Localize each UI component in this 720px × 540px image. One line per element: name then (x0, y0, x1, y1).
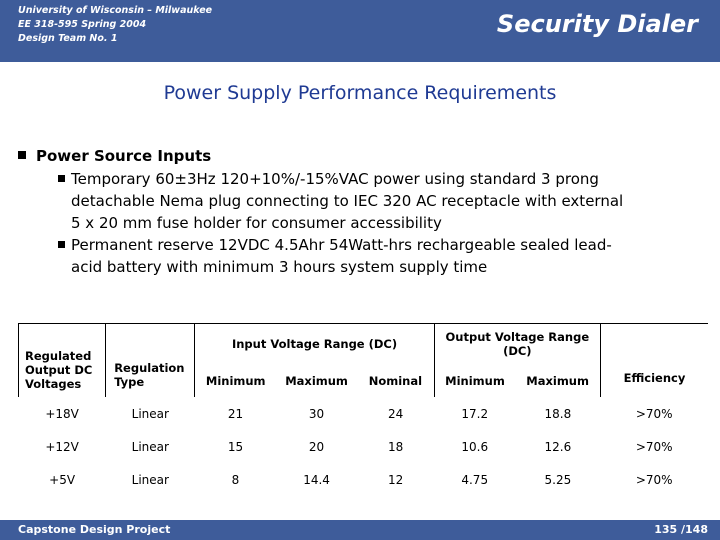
main-bullet-text: Power Source Inputs (36, 147, 212, 165)
sub-bullet-continuation: detachable Nema plug connecting to IEC 320 AC receptacle with external (71, 192, 624, 210)
university-name: University of Wisconsin – Milwaukee (18, 5, 213, 16)
project-title: Security Dialer (496, 10, 698, 38)
cell-input-max: 20 (308, 439, 325, 454)
table-row (19, 463, 709, 496)
cell-efficiency: >70% (635, 472, 673, 487)
footer-project-label: Capstone Design Project (18, 523, 171, 536)
table-row (19, 430, 709, 463)
cell-output-max: 18.8 (544, 406, 572, 421)
header-input-max: Maximum (285, 373, 348, 388)
sub-bullet-text: Permanent reserve 12VDC 4.5Ahr 54Watt-hrs rechargeable sealed lead- (71, 236, 612, 254)
footer-bar (0, 520, 720, 540)
cell-output-min: 10.6 (461, 439, 489, 454)
header-efficiency (600, 324, 708, 398)
header-efficiency-text: Efficiency (623, 370, 686, 385)
course-code: EE 318-595 Spring 2004 (18, 19, 147, 30)
page-number: 135 /148 (654, 523, 708, 536)
sub-bullet-text: Temporary 60±3Hz 120+10%/-15%VAC power using standard 3 prong (71, 170, 599, 188)
cell-output-min: 4.75 (461, 472, 489, 487)
header-output-max: Maximum (526, 373, 589, 388)
cell-regulation: Linear (131, 406, 169, 421)
cell-output-max: 5.25 (544, 472, 572, 487)
cell-output-min: 17.2 (461, 406, 489, 421)
cell-voltage: +18V (45, 406, 79, 421)
cell-nominal: 18 (388, 439, 404, 454)
sub-bullet-continuation: acid battery with minimum 3 hours system supply time (71, 258, 488, 276)
sub-bullet-continuation: 5 x 20 mm fuse holder for consumer accessibility (71, 214, 442, 232)
table-header-row (19, 324, 709, 365)
square-bullet-icon (18, 151, 26, 159)
course-info (18, 4, 212, 46)
header-regulated-output (19, 324, 106, 398)
cell-input-max: 14.4 (303, 472, 330, 487)
header-bar (0, 0, 720, 62)
cell-efficiency: >70% (635, 439, 673, 454)
header-nominal: Nominal (368, 373, 423, 388)
cell-nominal: 12 (388, 472, 404, 487)
cell-input-max: 30 (308, 406, 325, 421)
cell-nominal: 24 (388, 406, 404, 421)
cell-voltage: +12V (45, 439, 79, 454)
power-supply-table (18, 323, 708, 496)
header-input-min: Minimum (195, 364, 276, 397)
cell-output-max: 12.6 (544, 439, 572, 454)
cell-efficiency: >70% (635, 406, 673, 421)
table-row (19, 397, 709, 430)
cell-regulation: Linear (131, 472, 169, 487)
sub-bullet-battery (58, 234, 612, 256)
header-regulation-type (106, 324, 195, 398)
header-output-min: Minimum (434, 364, 515, 397)
header-output-voltage-range: Output Voltage Range (DC) (434, 324, 600, 365)
header-regulation-type-text: Regulation Type (114, 360, 185, 389)
header-input-voltage-range: Input Voltage Range (DC) (195, 324, 434, 365)
cell-voltage: +5V (49, 472, 76, 487)
square-bullet-icon (58, 241, 65, 248)
cell-input-min: 8 (231, 472, 240, 487)
main-bullet (18, 147, 211, 165)
header-regulated-output-text: Regulated Output DC Voltages (25, 348, 93, 391)
slide-title: Power Supply Performance Requirements (163, 82, 557, 104)
cell-regulation: Linear (131, 439, 169, 454)
cell-input-min: 15 (227, 439, 244, 454)
square-bullet-icon (58, 175, 65, 182)
cell-input-min: 21 (227, 406, 244, 421)
team-name: Design Team No. 1 (18, 33, 118, 44)
sub-bullet-ac-power (58, 168, 599, 190)
